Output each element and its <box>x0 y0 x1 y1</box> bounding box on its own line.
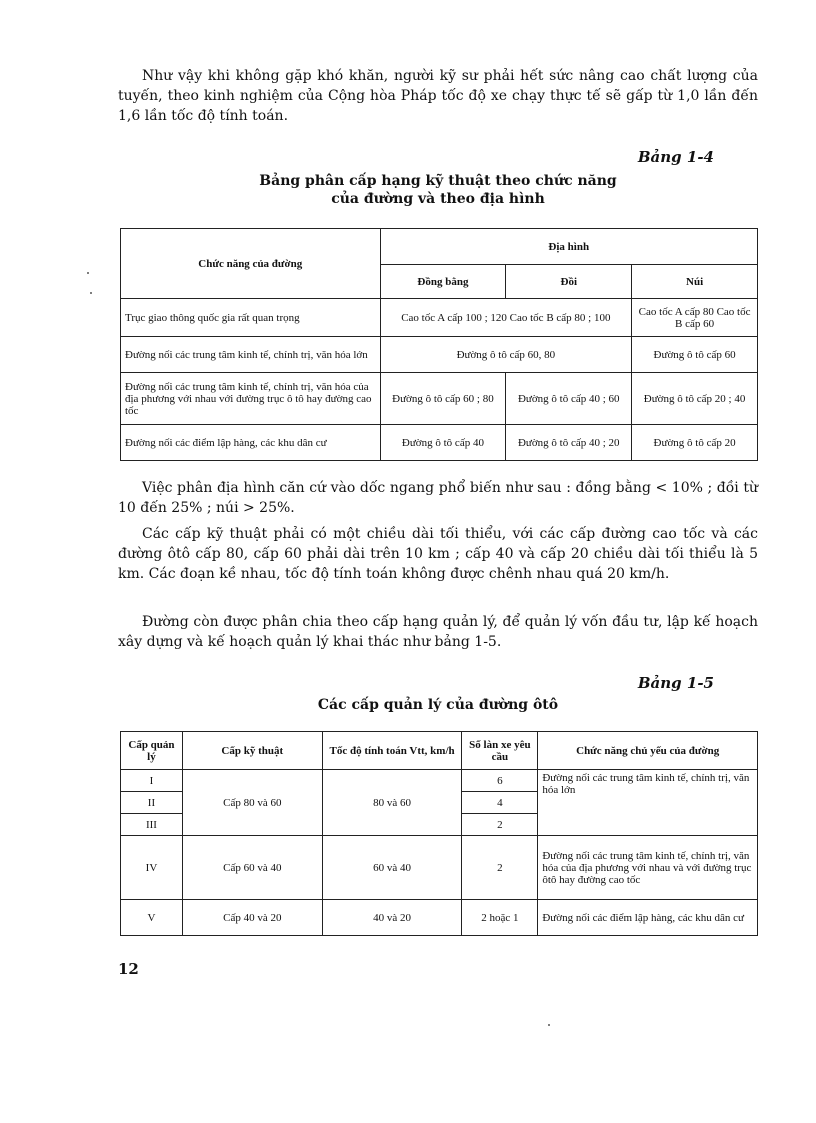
header-speed: Tốc độ tính toán Vtt, km/h <box>322 732 462 770</box>
scan-speck <box>90 292 92 294</box>
table-1-label: Bảng 1-4 <box>637 148 714 166</box>
table-row <box>121 299 758 337</box>
header-tech: Cấp kỹ thuật <box>182 732 322 770</box>
header-hill: Đồi <box>506 265 632 299</box>
cell-level: II <box>121 792 183 814</box>
page-number: 12 <box>118 960 139 978</box>
cell-lanes: 6 <box>462 770 538 792</box>
cell-mountain: Cao tốc A cấp 80 Cao tốc B cấp 60 <box>632 299 758 337</box>
table-2-label: Bảng 1-5 <box>637 674 714 692</box>
header-mountain: Núi <box>632 265 758 299</box>
cell-tech: Cấp 80 và 60 <box>182 770 322 836</box>
cell-hill: Đường ô tô cấp 40 ; 20 <box>506 425 632 461</box>
cell-plain-hill: Đường ô tô cấp 60, 80 <box>380 337 632 373</box>
cell-level: I <box>121 770 183 792</box>
cell-function: Đường nối các trung tâm kinh tế, chính trị, văn hóa lớn <box>121 337 381 373</box>
cell-level: IV <box>121 836 183 900</box>
cell-function: Đường nối các trung tâm kinh tế, chính trị, văn hóa của địa phương với nhau với đường trục ô tô hay đường cao tốc <box>121 373 381 425</box>
cell-level: III <box>121 814 183 836</box>
table-row <box>121 836 758 900</box>
table-row <box>121 373 758 425</box>
cell-function: Đường nối các điểm lập hàng, các khu dân cư <box>538 900 758 936</box>
cell-plain: Đường ô tô cấp 40 <box>380 425 506 461</box>
table-1-title-line1: Bảng phân cấp hạng kỹ thuật theo chức năng <box>259 173 617 189</box>
cell-function: Trục giao thông quốc gia rất quan trọng <box>121 299 381 337</box>
cell-hill: Đường ô tô cấp 40 ; 60 <box>506 373 632 425</box>
cell-lanes: 2 <box>462 836 538 900</box>
cell-plain-hill: Cao tốc A cấp 100 ; 120 Cao tốc B cấp 80 ; 100 <box>380 299 632 337</box>
table-row <box>121 337 758 373</box>
cell-tech: Cấp 40 và 20 <box>182 900 322 936</box>
cell-plain: Đường ô tô cấp 60 ; 80 <box>380 373 506 425</box>
cell-speed: 60 và 40 <box>322 836 462 900</box>
table-2-title: Các cấp quản lý của đường ôtô <box>317 697 559 713</box>
cell-function: Đường nối các điểm lập hàng, các khu dân cư <box>121 425 381 461</box>
cell-mountain: Đường ô tô cấp 20 <box>632 425 758 461</box>
paragraph-4: Đường còn được phân chia theo cấp hạng quản lý, để quản lý vốn đầu tư, lập kế hoạch xây dựng và kế hoạch quản lý khai thác như bảng 1-5. <box>118 614 758 650</box>
header-terrain: Địa hình <box>380 229 757 265</box>
table-row <box>121 770 758 792</box>
cell-mountain: Đường ô tô cấp 60 <box>632 337 758 373</box>
cell-speed: 40 và 20 <box>322 900 462 936</box>
cell-speed: 80 và 60 <box>322 770 462 836</box>
paragraph-1: Như vậy khi không gặp khó khăn, người kỹ sư phải hết sức nâng cao chất lượng của tuyến, theo kinh nghiệm của Cộng hòa Pháp tốc độ xe chạy thực tế sẽ gấp từ 1,0 lần đến 1,6 lần tốc độ tính toán. <box>118 68 758 124</box>
cell-function: Đường nối các trung tâm kinh tế, chính trị, văn hóa của địa phương với nhau và với đường trục ôtô hay đường cao tốc <box>538 836 758 900</box>
cell-level: V <box>121 900 183 936</box>
cell-lanes: 4 <box>462 792 538 814</box>
paragraph-3: Các cấp kỹ thuật phải có một chiều dài tối thiểu, với các cấp đường cao tốc và các đường ôtô cấp 80, cấp 60 phải dài trên 10 km ; cấp 40 và cấp 20 chiều dài tối thiểu là 5 km. Các đoạn kề nhau, tốc độ tính toán không được chênh nhau quá 20 km/h. <box>118 526 758 582</box>
header-function: Chức năng chủ yếu của đường <box>538 732 758 770</box>
paragraph-2: Việc phân địa hình căn cứ vào dốc ngang phổ biến như sau : đồng bằng < 10% ; đồi từ 10 đến 25% ; núi > 25%. <box>118 480 758 516</box>
header-function: Chức năng của đường <box>121 229 381 299</box>
header-level: Cấp quản lý <box>121 732 183 770</box>
cell-tech: Cấp 60 và 40 <box>182 836 322 900</box>
management-level-table <box>120 731 758 936</box>
cell-function: Đường nối các trung tâm kinh tế, chính trị, văn hóa lớn <box>538 770 758 836</box>
cell-lanes: 2 <box>462 814 538 836</box>
table-1-title-line2: của đường và theo địa hình <box>331 191 545 207</box>
terrain-classification-table <box>120 228 758 461</box>
table-row <box>121 900 758 936</box>
header-lanes: Số làn xe yêu cầu <box>462 732 538 770</box>
header-plain: Đồng bằng <box>380 265 506 299</box>
scan-speck <box>548 1024 550 1026</box>
scan-speck <box>87 272 89 274</box>
cell-mountain: Đường ô tô cấp 20 ; 40 <box>632 373 758 425</box>
table-row <box>121 425 758 461</box>
cell-lanes: 2 hoặc 1 <box>462 900 538 936</box>
